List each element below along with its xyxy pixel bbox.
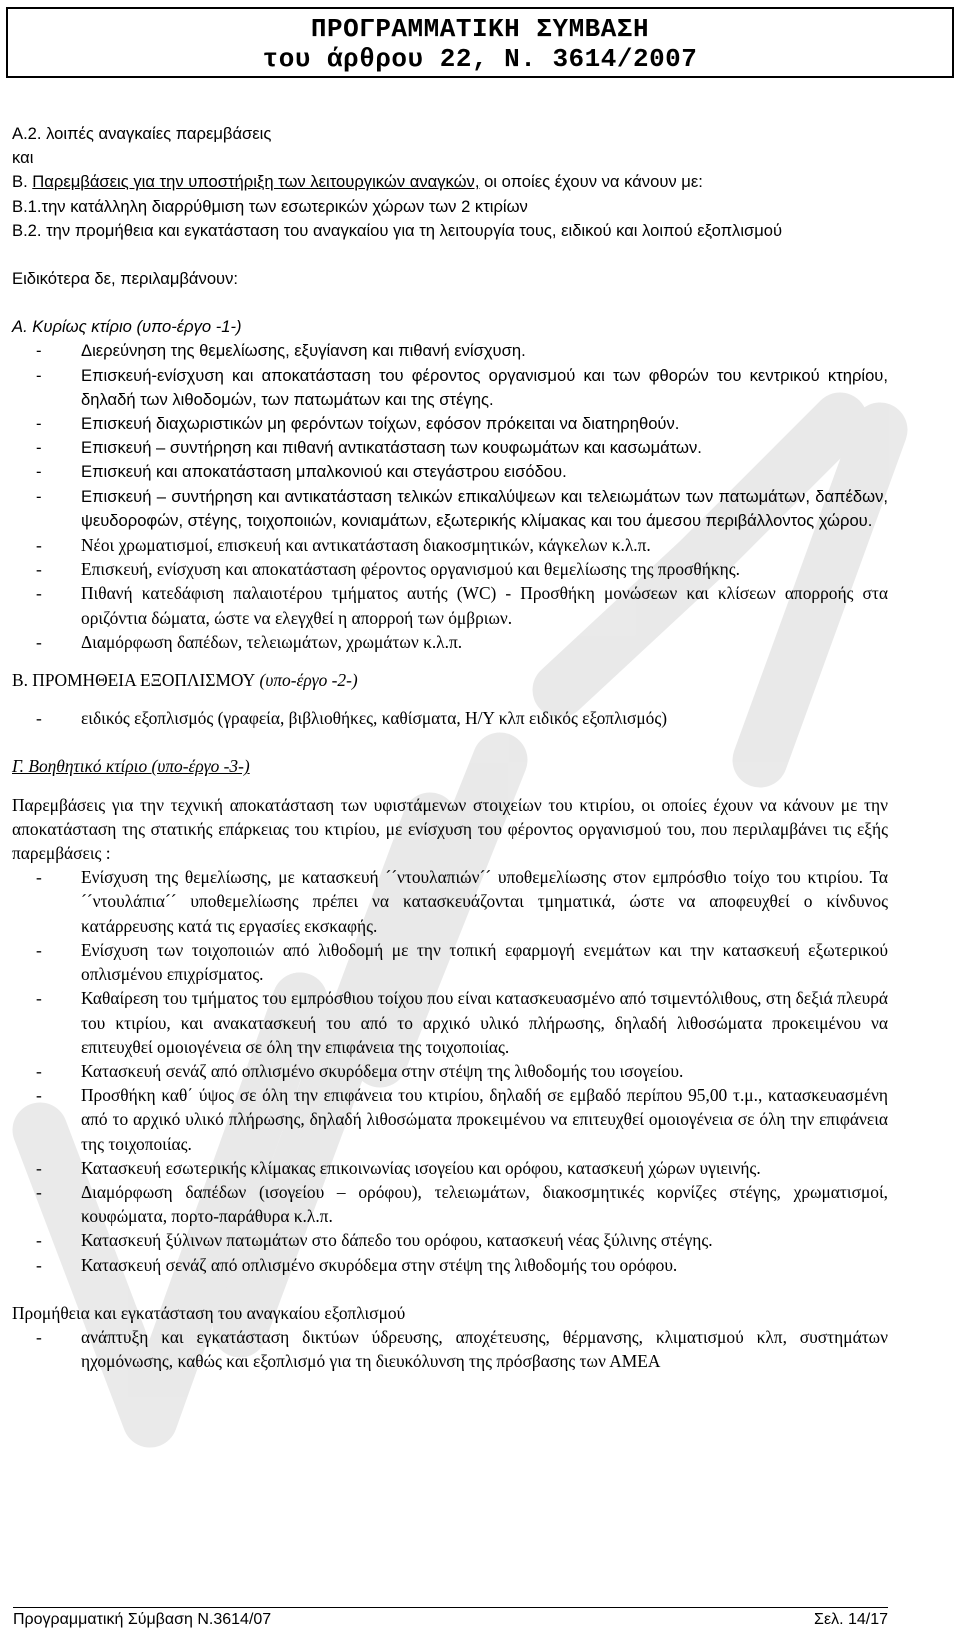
footer-page-number: Σελ. 14/17	[814, 1611, 888, 1628]
section-c-paragraph: Παρεμβάσεις για την τεχνική αποκατάσταση των υφιστάμενων στοιχείων του κτιρίου, οι οποίες έχουν να κάνουν με την αποκατάσταση της στατικής επάρκειας του κτιρίου, με ενίσχυση του φέροντος οργανισμού του, που περιλαμβάνει τις εξής παρεμβάσεις :	[12, 794, 888, 864]
underlined-heading: Παρεμβάσεις για την υποστήριξη των λειτουργικών αναγκών,	[32, 172, 480, 192]
intro-line-a2: Α.2. λοιπές αναγκαίες παρεμβάσεις	[12, 124, 272, 143]
document-header	[6, 7, 954, 78]
list-item: - Πιθανή κατεδάφιση παλαιοτέρου τμήματος αυτής (WC) - Προσθήκη μονώσεων και κλίσεων απορροής στα οριζόντια δώματα, ώστε να ελεγχθεί η απορροή των όμβριων.	[12, 581, 888, 629]
page-footer	[13, 1607, 888, 1630]
list-item: - Κατασκευή σενάζ από οπλισμένο σκυρόδεμα στην στέψη της λιθοδομής του ισογείου.	[12, 1059, 888, 1083]
intro-line-specifically: Ειδικότερα δε, περιλαμβάνουν:	[12, 269, 239, 289]
list-item: - Επισκευή, ενίσχυση και αποκατάσταση φέροντος οργανισμού και θεμελίωσης της προσθήκης.	[12, 557, 888, 581]
intro-line-b1: Β.1.την κατάλληλη διαρρύθμιση των εσωτερικών χώρων των 2 κτιρίων	[12, 196, 528, 216]
section-a-list-cont	[12, 533, 888, 654]
list-item: - Κατασκευή σενάζ από οπλισμένο σκυρόδεμα στην στέψη της λιθοδομής του ορόφου.	[12, 1253, 888, 1277]
list-item: - Ενίσχυση των τοιχοποιιών από λιθοδομή με την τοπική εφαρμογή ενεμάτων και την κατασκευή εξωτερικού οπλισμένου επιχρίσματος.	[12, 938, 888, 986]
intro-line-and: και	[12, 148, 34, 168]
list-item: - Επισκευή-ενίσχυση και αποκατάσταση του φέροντος οργανισμού και των φθορών του κεντρικού κτηρίου, δηλαδή των λιθοδομών, των πατωμάτων και της στέγης.	[12, 364, 888, 412]
section-b-list	[12, 706, 888, 730]
list-item: - Προσθήκη καθ΄ ύψος σε όλη την επιφάνεια του κτιρίου, δηλαδή σε εμβαδό περίπου 95,00 τ.μ., κατασκευασμένη από το αρχικό υλικό πλήρωσης, δηλαδή λιθοσώματα προκειμένου να επιτευχθεί ομοιογένεια σε όλη την επιφάνεια της τοιχοποιίας.	[12, 1083, 888, 1156]
list-item: - Κατασκευή ξύλινων πατωμάτων στο δάπεδο του ορόφου, κατασκευή νέας ξύλινης στέγης.	[12, 1228, 888, 1252]
list-item: - Επισκευή – συντήρηση και πιθανή αντικατάσταση των κουφωμάτων και κασωμάτων.	[12, 436, 888, 460]
list-item: - Επισκευή και αποκατάσταση μπαλκονιού και στεγάστρου εισόδου.	[12, 460, 888, 484]
header-title: ΠΡΟΓΡΑΜΜΑΤΙΚΗ ΣΥΜΒΑΣΗ	[310, 14, 650, 44]
section-d-title: Προμήθεια και εγκατάσταση του αναγκαίου εξοπλισμού	[12, 1302, 406, 1323]
list-item: - Κατασκευή εσωτερικής κλίμακας επικοινωνίας ισογείου και ορόφου, κατασκευή χώρων υγιεινής.	[12, 1156, 888, 1180]
intro-line-b2: Β.2. την προμήθεια και εγκατάσταση του αναγκαίου για τη λειτουργία τους, ειδικού και λοιπού εξοπλισμού	[12, 220, 783, 240]
section-d-list	[12, 1325, 888, 1373]
section-b-title: Β. ΠΡΟΜΗΘΕΙΑ ΕΞΟΠΛΙΣΜΟΥ (υπο-έργο -2-)	[12, 670, 358, 691]
list-item: - ανάπτυξη και εγκατάσταση δικτύων ύδρευσης, αποχέτευσης, θέρμανσης, κλιματισμού κλπ, συστημάτων ηχομόνωσης, καθώς και εξοπλισμό για τη διευκόλυνση της πρόσβασης των ΑΜΕΑ	[12, 1325, 888, 1373]
intro-line-b: Β. Παρεμβάσεις για την υποστήριξη των λειτουργικών αναγκών, οι οποίες έχουν να κάνουν με:	[12, 172, 703, 192]
list-item: - Διαμόρφωση δαπέδων, τελειωμάτων, χρωμάτων κ.λ.π.	[12, 630, 888, 654]
intro-block	[12, 122, 888, 533]
list-item: - Επισκευή διαχωριστικών μη φερόντων τοίχων, εφόσον πρόκειται να διατηρηθούν.	[12, 412, 888, 436]
list-item: - Επισκευή – συντήρηση και αντικατάσταση τελικών επικαλύψεων και τελειωμάτων των πατωμάτων, δαπέδων, ψευδοροφών, στέγης, τοιχοποιιών, κονιαμάτων, εξωτερικής κλίμακας και του άμεσου περιβάλλοντος χώρου.	[12, 485, 888, 533]
section-c-title: Γ. Βοηθητικό κτίριο (υπο-έργο -3-)	[12, 756, 250, 777]
list-item: - Διερεύνηση της θεμελίωσης, εξυγίανση και πιθανή ενίσχυση.	[12, 339, 888, 363]
document-body	[12, 122, 888, 1373]
list-item: - Καθαίρεση του τμήματος του εμπρόσθιου τοίχου που είναι κατασκευασμένο από τσιμεντόλιθους, στη δεξιά πλευρά του κτιρίου, και ανακατασκευή του από το αρχικό υλικό πλήρωσης, δηλαδή λιθοσώματα προκειμένου να επιτευχθεί ομοιογένεια σε όλη την επιφάνεια της τοιχοποιίας.	[12, 986, 888, 1059]
list-item: - Διαμόρφωση δαπέδων (ισογείου – ορόφου), τελειωμάτων, διακοσμητικές κορνίζες στέγης, χρωματισμοί, κουφώματα, πορτο-παράθυρα κ.λ.π.	[12, 1180, 888, 1228]
list-item: - Νέοι χρωματισμοί, επισκευή και αντικατάσταση διακοσμητικών, κάγκελων κ.λ.π.	[12, 533, 888, 557]
section-a-title: Α. Κυρίως κτίριο (υπο-έργο -1-)	[12, 317, 242, 337]
list-item: - ειδικός εξοπλισμός (γραφεία, βιβλιοθήκες, καθίσματα, Η/Υ κλπ ειδικός εξοπλισμός)	[12, 706, 888, 730]
section-c-list	[12, 865, 888, 1276]
list-item: - Ενίσχυση της θεμελίωσης, με κατασκευή ´´ντουλαπιών´´ υποθεμελίωσης στον εμπρόσθιο τοίχο του κτιρίου. Τα ´´ντουλάπια´´ υποθεμελίωσης πρέπει να κατασκευάζονται τμηματικά, ώστε να αποφευχθεί ο κίνδυνος κατάρρευσης κατά τις εργασίες εκσκαφής.	[12, 865, 888, 938]
section-a-list	[12, 339, 888, 533]
header-subtitle: του άρθρου 22, Ν. 3614/2007	[262, 44, 698, 74]
footer-document-title: Προγραμματική Σύμβαση Ν.3614/07	[13, 1611, 272, 1628]
